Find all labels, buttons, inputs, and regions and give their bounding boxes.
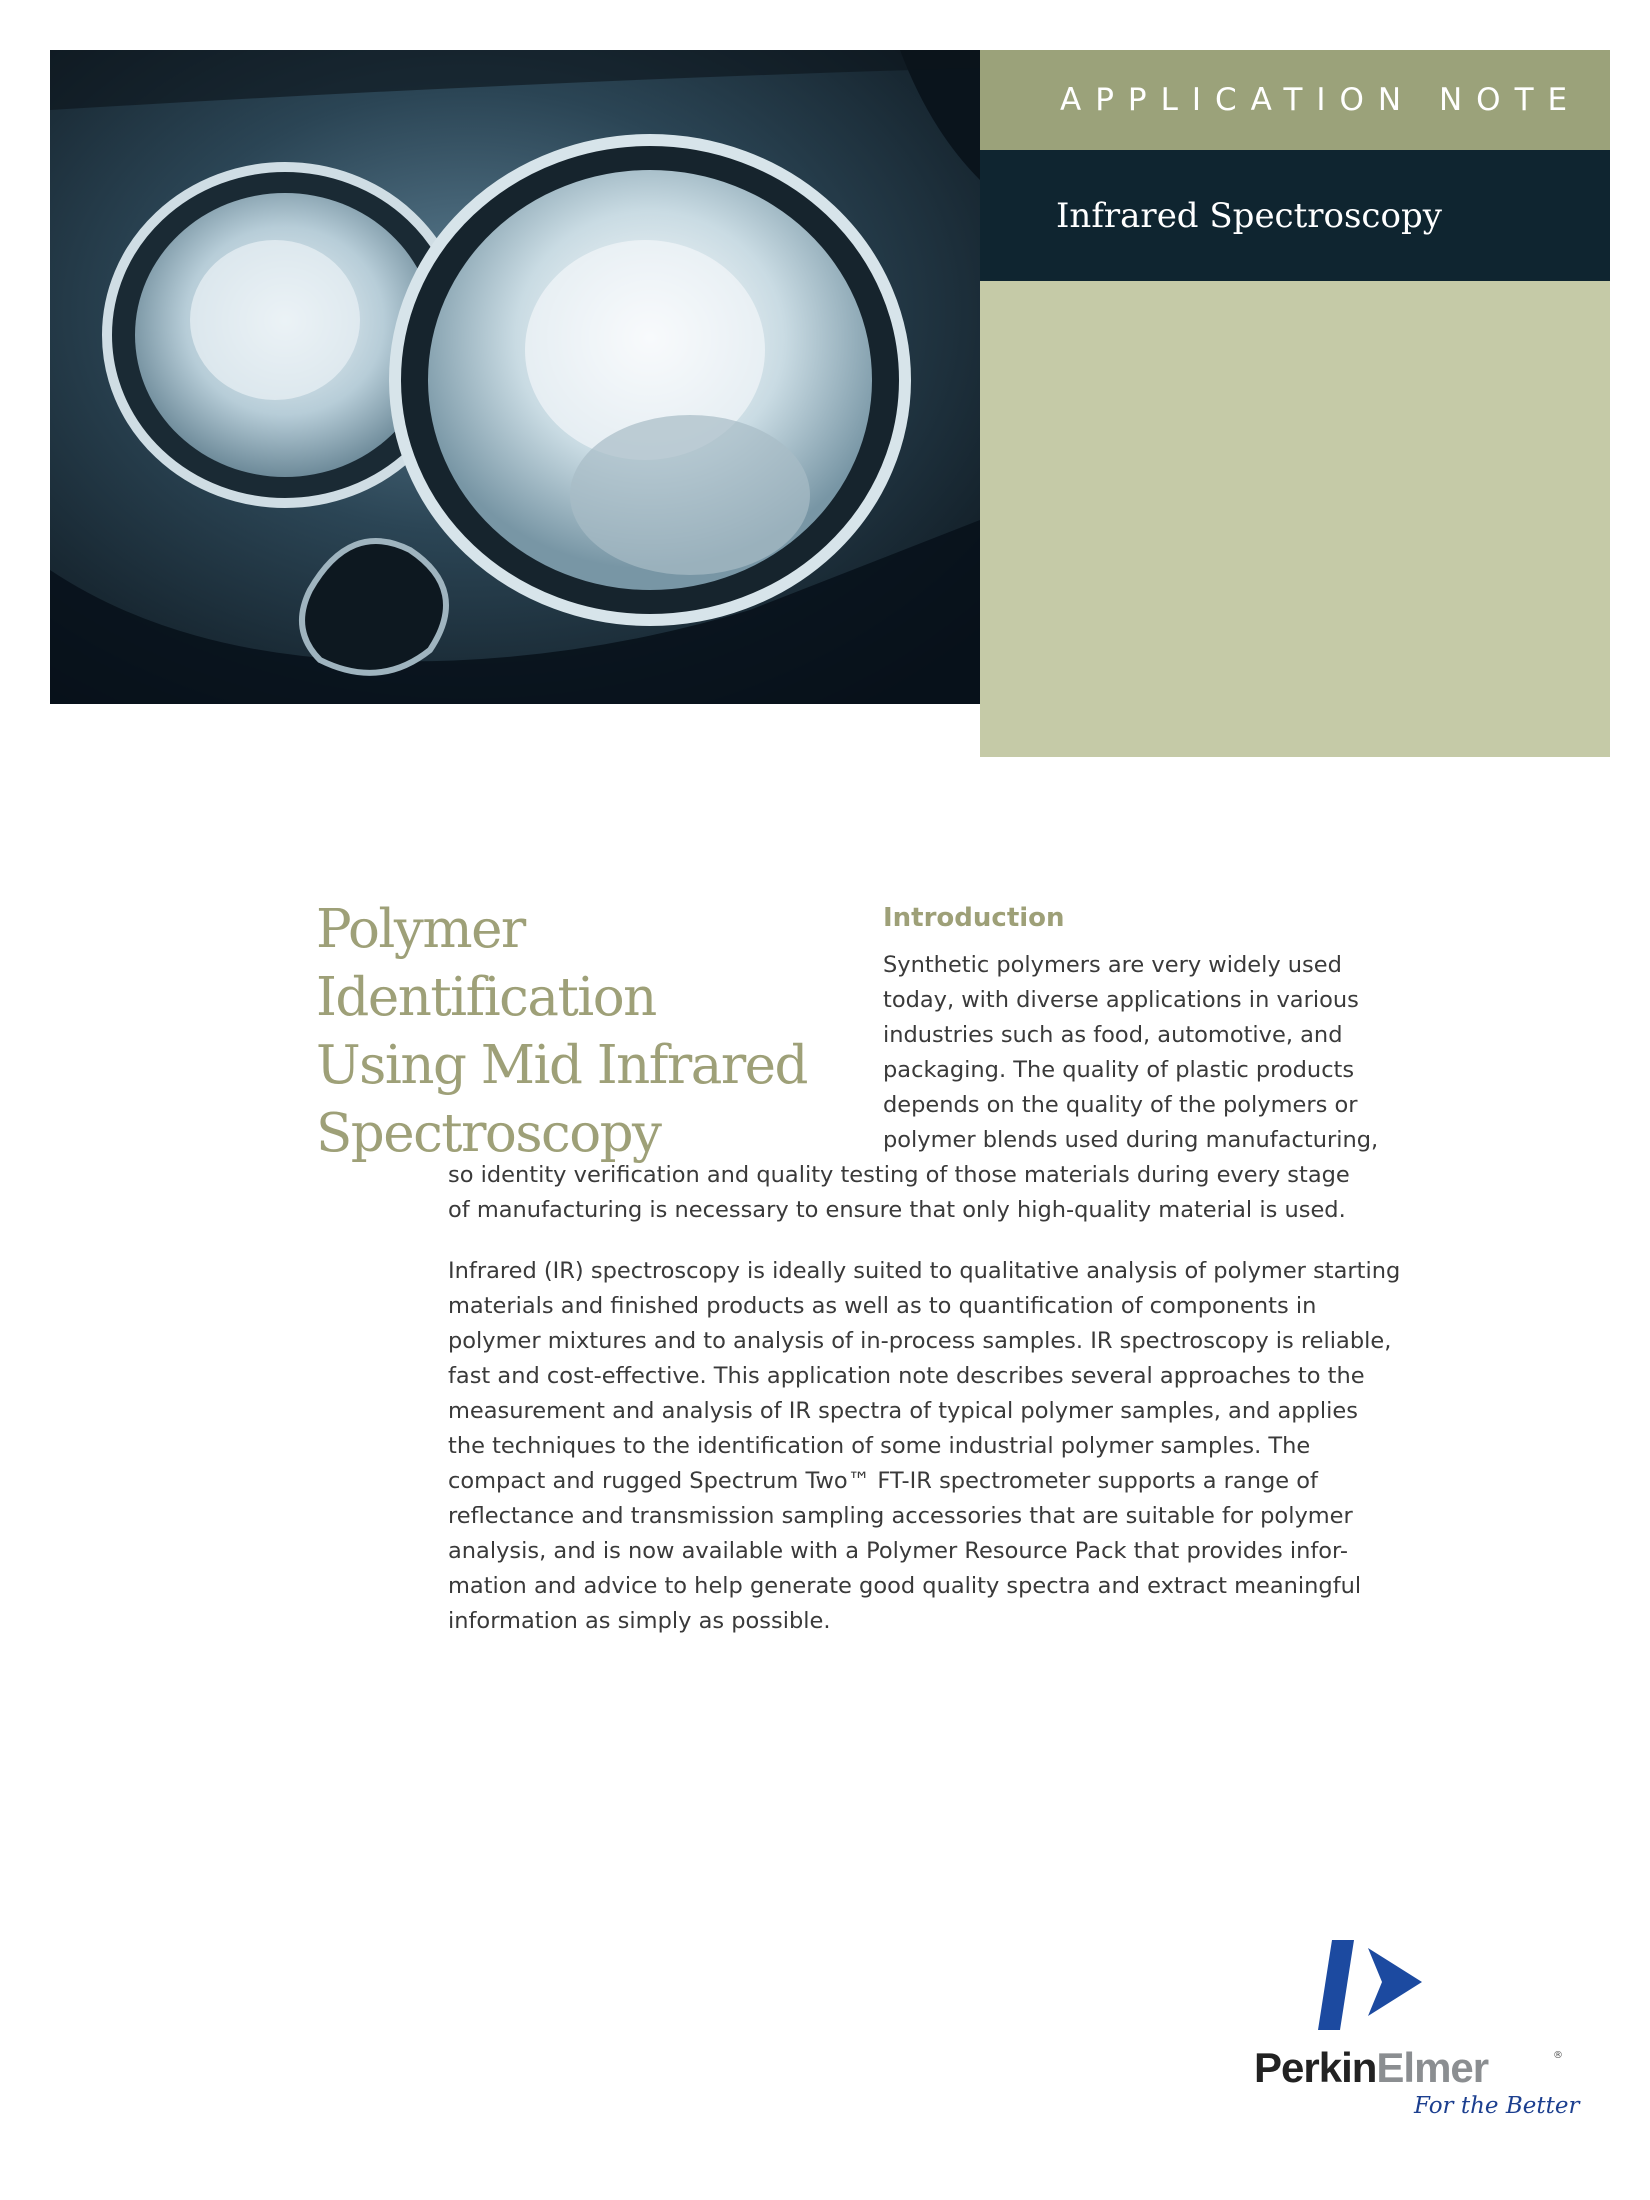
paragraph-line: Infrared (IR) spectroscopy is ideally suited to qualitative analysis of polymer starting [448, 1258, 1401, 1284]
paragraph-line: so identity verification and quality testing of those materials during every stage [448, 1162, 1350, 1188]
subtitle-band [980, 150, 1610, 281]
paragraph-line: today, with diverse applications in various [883, 987, 1359, 1013]
introduction-heading: Introduction [883, 903, 1065, 933]
paragraph-line: the techniques to the identification of some industrial polymer samples. The [448, 1433, 1311, 1459]
paragraph-line: depends on the quality of the polymers or [883, 1092, 1358, 1118]
decorative-panel [980, 281, 1610, 757]
paragraph-line: mation and advice to help generate good quality spectra and extract meaningful [448, 1573, 1362, 1599]
paragraph-line: polymer mixtures and to analysis of in-process samples. IR spectroscopy is reliable, [448, 1328, 1392, 1354]
registered-mark: ® [1553, 2050, 1563, 2061]
hero-photo [50, 50, 980, 704]
paragraph-line: compact and rugged Spectrum Two™ FT-IR spectrometer supports a range of [448, 1468, 1318, 1494]
paragraph-line: industries such as food, automotive, and [883, 1022, 1343, 1048]
paragraph-line: materials and finished products as well as to quantification of components in [448, 1293, 1317, 1319]
paragraph-line: packaging. The quality of plastic products [883, 1057, 1355, 1083]
logo-wordmark [1254, 2044, 1488, 2092]
document-category: Infrared Spectroscopy [1056, 195, 1442, 236]
title-line-1: Polymer Identification [316, 899, 656, 1028]
intro-paragraph-2 [448, 1254, 1401, 1639]
paragraph-line: measurement and analysis of IR spectra of typical polymer samples, and applies [448, 1398, 1358, 1424]
title-line-2: Using Mid Infrared [316, 1035, 807, 1096]
paragraph-line: fast and cost-effective. This application note describes several approaches to the [448, 1363, 1365, 1389]
paragraph-line: reflectance and transmission sampling accessories that are suitable for polymer [448, 1503, 1353, 1529]
paragraph-line: polymer blends used during manufacturing, [883, 1127, 1379, 1153]
page-title [316, 896, 856, 1168]
paragraph-line: analysis, and is now available with a Polymer Resource Pack that provides infor- [448, 1538, 1348, 1564]
application-note-band [980, 50, 1610, 150]
car-headlight-photo [50, 50, 980, 704]
title-line-3: Spectroscopy [316, 1103, 661, 1164]
paragraph-line: Synthetic polymers are very widely used [883, 952, 1342, 978]
perkinelmer-logo [1250, 1940, 1580, 2120]
application-note-label: APPLICATION NOTE [1060, 82, 1582, 118]
paragraph-line: information as simply as possible. [448, 1608, 831, 1634]
logo-word-perkin: Perkin [1254, 2044, 1377, 2091]
paragraph-line: of manufacturing is necessary to ensure that only high-quality material is used. [448, 1197, 1346, 1223]
logo-word-elmer: Elmer [1376, 2044, 1489, 2091]
perkinelmer-p-mark-icon [1310, 1940, 1440, 2040]
logo-tagline: For the Better [1414, 2093, 1580, 2119]
